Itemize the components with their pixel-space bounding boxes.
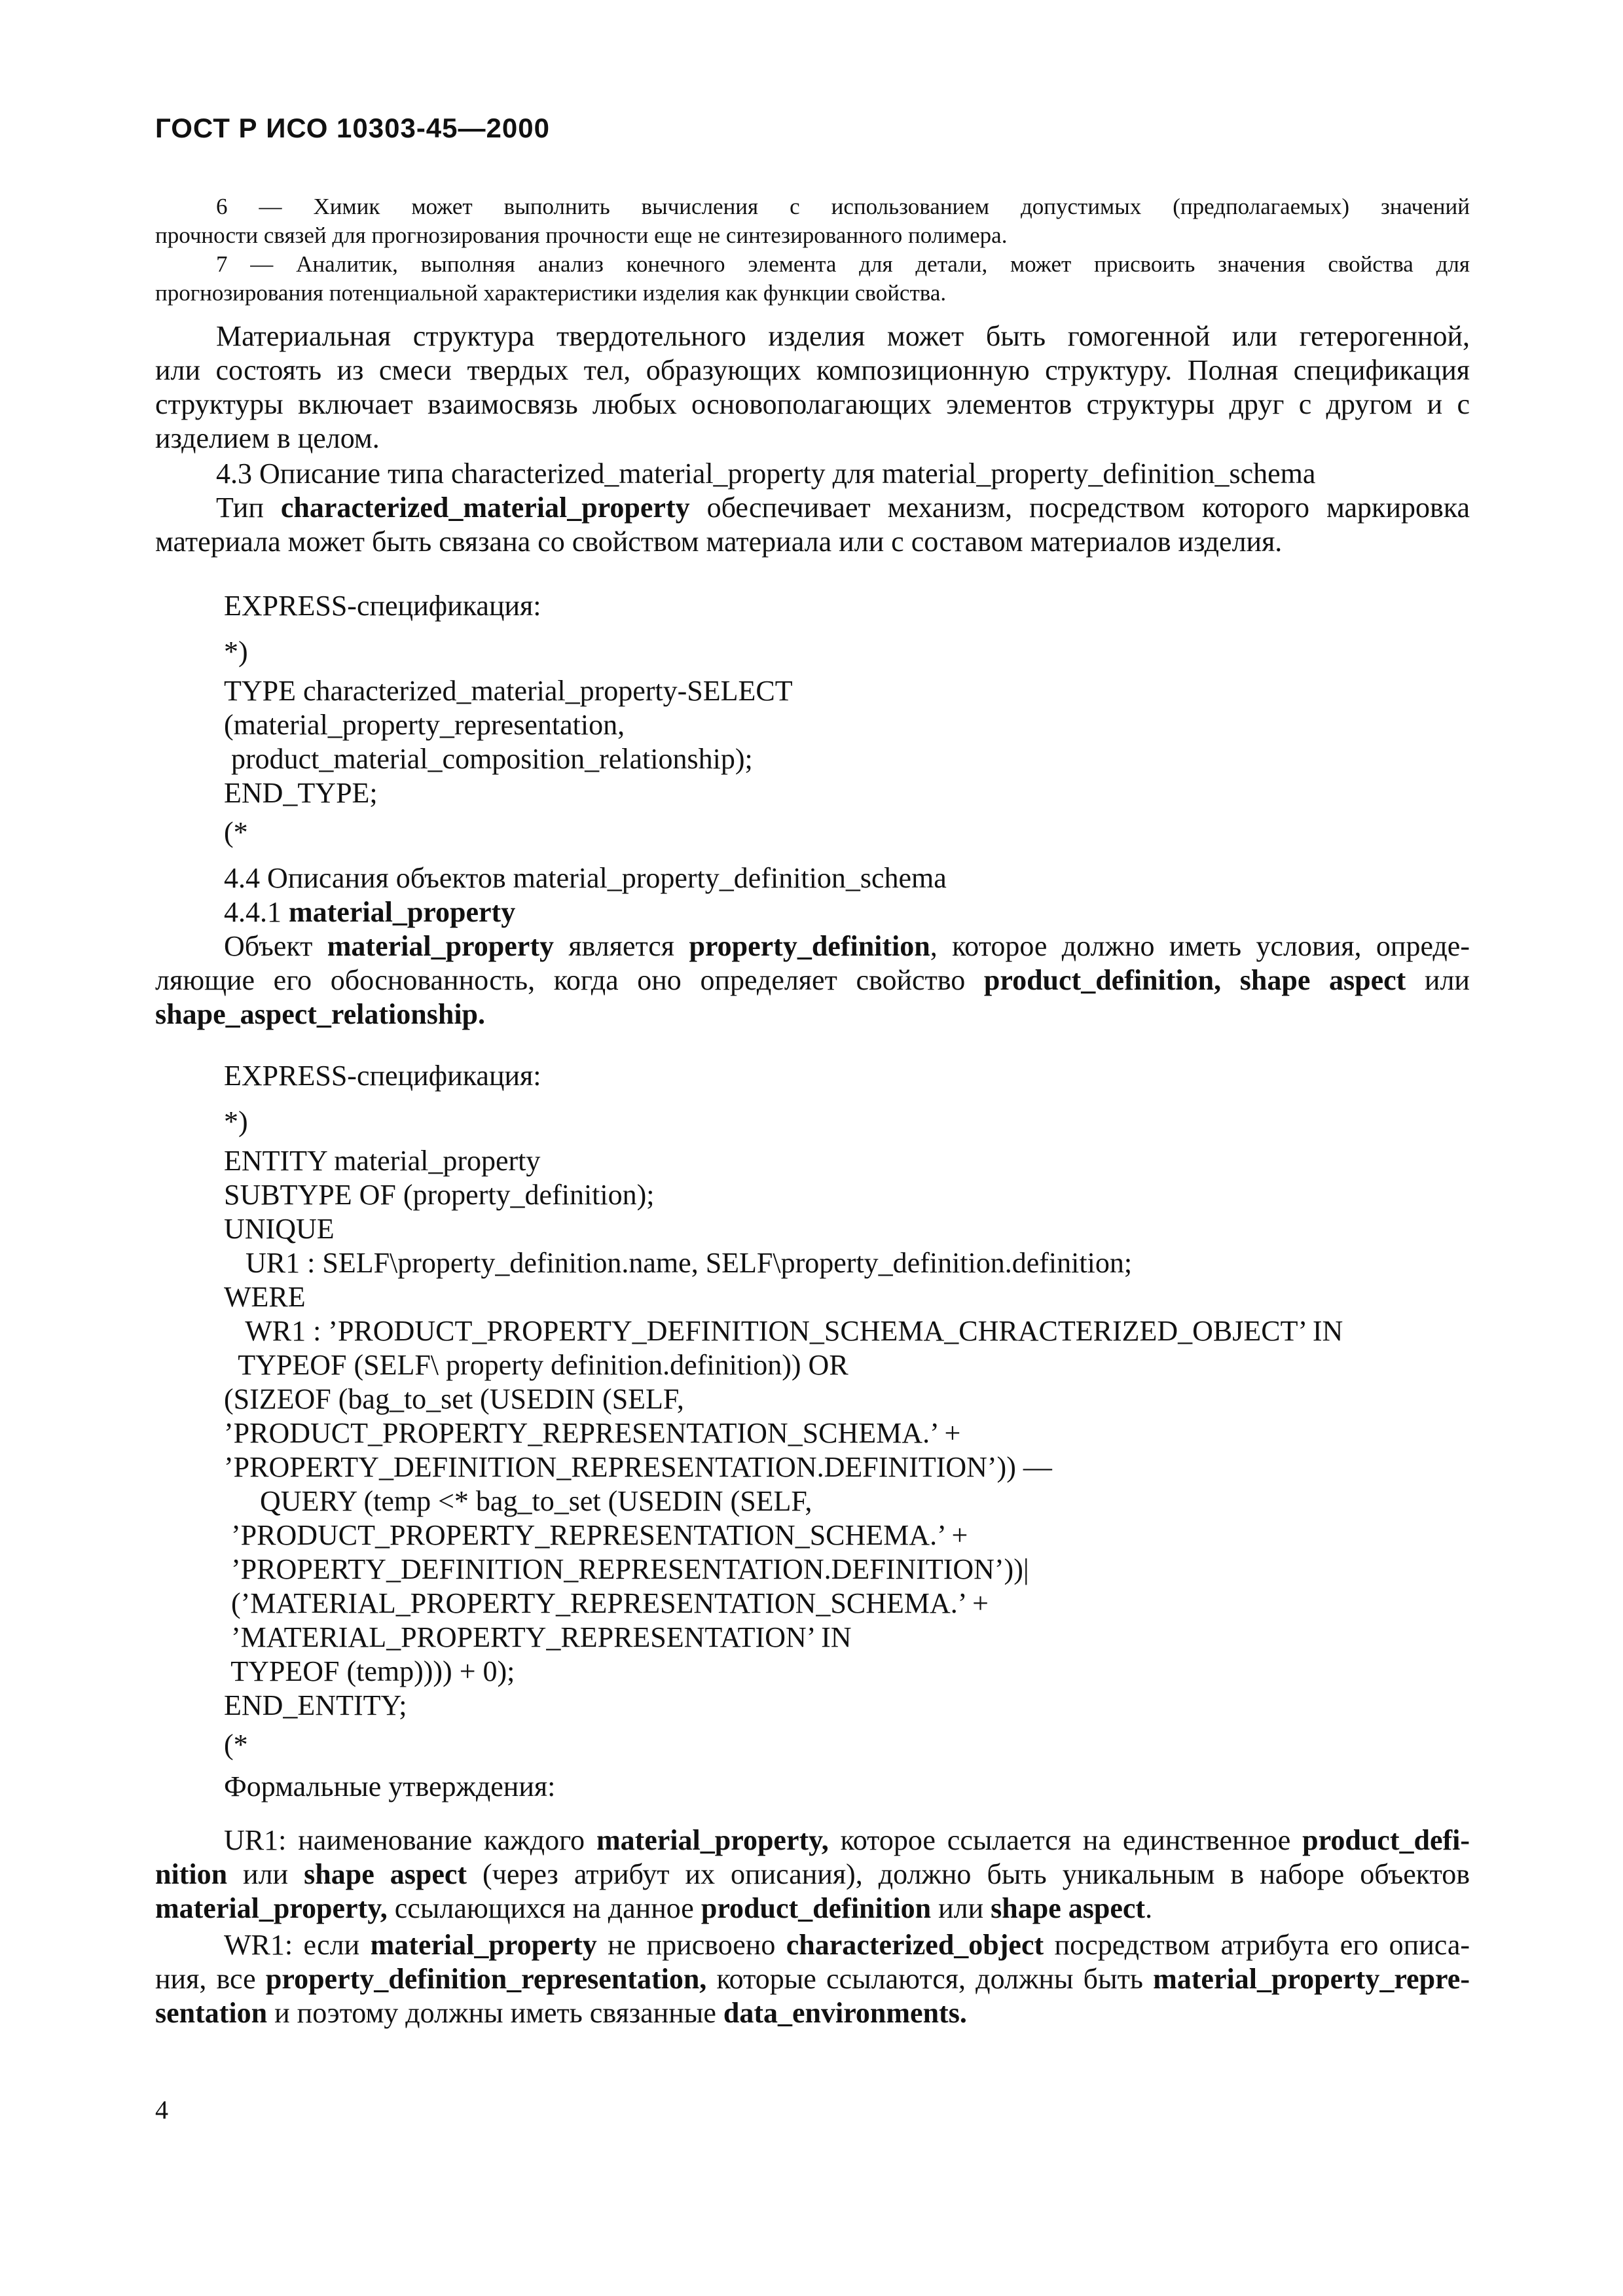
material-property-para-line-2: ляющие его обоснованность, когда оно определяет свойство product_definition, shape aspect или bbox=[155, 964, 1470, 996]
structure-para-line-4: изделием в целом. bbox=[155, 422, 380, 454]
material-property-para-line-3: shape_aspect_relationship. bbox=[155, 998, 486, 1030]
express-code-line: END_ENTITY; bbox=[224, 1689, 407, 1721]
structure-para-line-1: Материальная структура твердотельного изделия может быть гомогенной или гетерогенной, bbox=[216, 320, 1470, 352]
express-code-line: ’PRODUCT_PROPERTY_REPRESENTATION_SCHEMA.’ + bbox=[224, 1417, 961, 1449]
ur1-line-1: UR1: наименование каждого material_property, которое ссылается на единственное product_defi- bbox=[224, 1824, 1470, 1856]
note-6-line-2: прочности связей для прогнозирования прочности еще не синтезированного полимера. bbox=[155, 223, 1008, 248]
express-spec-label: EXPRESS-спецификация: bbox=[224, 590, 541, 622]
express-code-line: product_material_composition_relationship); bbox=[224, 743, 753, 775]
ur1-line-3: material_property, ссылающихся на данное product_definition или shape aspect. bbox=[155, 1892, 1153, 1924]
express-code-line: QUERY (temp <* bag_to_set (USEDIN (SELF, bbox=[224, 1485, 812, 1517]
express-code-line: SUBTYPE OF (property_definition); bbox=[224, 1179, 655, 1211]
page-number: 4 bbox=[155, 2095, 168, 2125]
note-7-line-2: прогнозирования потенциальной характеристики изделия как функции свойства. bbox=[155, 280, 947, 306]
express-code-line: ’PRODUCT_PROPERTY_REPRESENTATION_SCHEMA.’ + bbox=[224, 1519, 968, 1551]
express-code-line: ’PROPERTY_DEFINITION_REPRESENTATION.DEFINITION’))| bbox=[224, 1553, 1029, 1585]
express-code-line: TYPEOF (SELF\ property definition.definition)) OR bbox=[224, 1349, 848, 1381]
note-7-line-1: 7 — Аналитик, выполняя анализ конечного элемента для детали, может присвоить значения свойства для bbox=[216, 251, 1470, 277]
section-4-4-1-title: 4.4.1 material_property bbox=[224, 896, 516, 928]
express-code-line: UNIQUE bbox=[224, 1213, 335, 1245]
express-code-line: ’MATERIAL_PROPERTY_REPRESENTATION’ IN bbox=[224, 1621, 852, 1653]
express-code-line: WR1 : ’PRODUCT_PROPERTY_DEFINITION_SCHEMA_CHRACTERIZED_OBJECT’ IN bbox=[224, 1315, 1343, 1347]
express-code-line: (material_property_representation, bbox=[224, 709, 625, 741]
wr1-line-1: WR1: если material_property не присвоено characterized_object посредством атрибута его описа- bbox=[224, 1929, 1470, 1961]
express-code-line: *) bbox=[224, 636, 248, 668]
express-code-line: TYPE characterized_material_property-SELECT bbox=[224, 675, 793, 707]
express-code-line: (* bbox=[224, 816, 248, 848]
express-code-line: *) bbox=[224, 1105, 248, 1138]
express-code-line: END_TYPE; bbox=[224, 777, 378, 809]
material-property-para-line-1: Объект material_property является property_definition, которое должно иметь условия, опреде- bbox=[224, 930, 1470, 962]
structure-para-line-2: или состоять из смеси твердых тел, образующих композиционную структуру. Полная спецификация bbox=[155, 354, 1470, 386]
wr1-line-2: ния, все property_definition_representation, которые ссылаются, должны быть material_property_repre- bbox=[155, 1963, 1470, 1995]
express-code-line: ENTITY material_property bbox=[224, 1145, 541, 1177]
express-spec-label: EXPRESS-спецификация: bbox=[224, 1060, 541, 1092]
express-code-line: TYPEOF (temp)))) + 0); bbox=[224, 1655, 515, 1687]
section-4-3-para-line-1: Тип characterized_material_property обеспечивает механизм, посредством которого маркировка bbox=[216, 492, 1470, 524]
formal-propositions-label: Формальные утверждения: bbox=[224, 1770, 556, 1803]
section-4-3-para-line-2: материала может быть связана со свойством материала или с составом материалов изделия. bbox=[155, 526, 1283, 558]
express-code-line: (SIZEOF (bag_to_set (USEDIN (SELF, bbox=[224, 1383, 684, 1415]
structure-para-line-3: структуры включает взаимосвязь любых основополагающих элементов структуры друг с другом и с bbox=[155, 388, 1470, 420]
wr1-line-3: sentation и поэтому должны иметь связанные data_environments. bbox=[155, 1997, 967, 2029]
express-code-line: (* bbox=[224, 1729, 248, 1761]
express-code-line: (’MATERIAL_PROPERTY_REPRESENTATION_SCHEMA.’ + bbox=[224, 1587, 989, 1619]
standard-header: ГОСТ Р ИСО 10303-45—2000 bbox=[155, 113, 550, 143]
section-4-3-title: 4.3 Описание типа characterized_material_property для material_property_definition_schema bbox=[216, 457, 1316, 490]
express-code-line: ’PROPERTY_DEFINITION_REPRESENTATION.DEFINITION’)) — bbox=[224, 1451, 1052, 1483]
ur1-line-2: nition или shape aspect (через атрибут их описания), должно быть уникальным в наборе объектов bbox=[155, 1858, 1470, 1890]
section-4-4-title: 4.4 Описания объектов material_property_definition_schema bbox=[224, 862, 947, 894]
express-code-line: UR1 : SELF\property_definition.name, SELF\property_definition.definition; bbox=[224, 1247, 1133, 1279]
note-6-line-1: 6 — Химик может выполнить вычисления с использованием допустимых (предполагаемых) значений bbox=[216, 194, 1470, 219]
express-code-line: WERE bbox=[224, 1281, 306, 1313]
